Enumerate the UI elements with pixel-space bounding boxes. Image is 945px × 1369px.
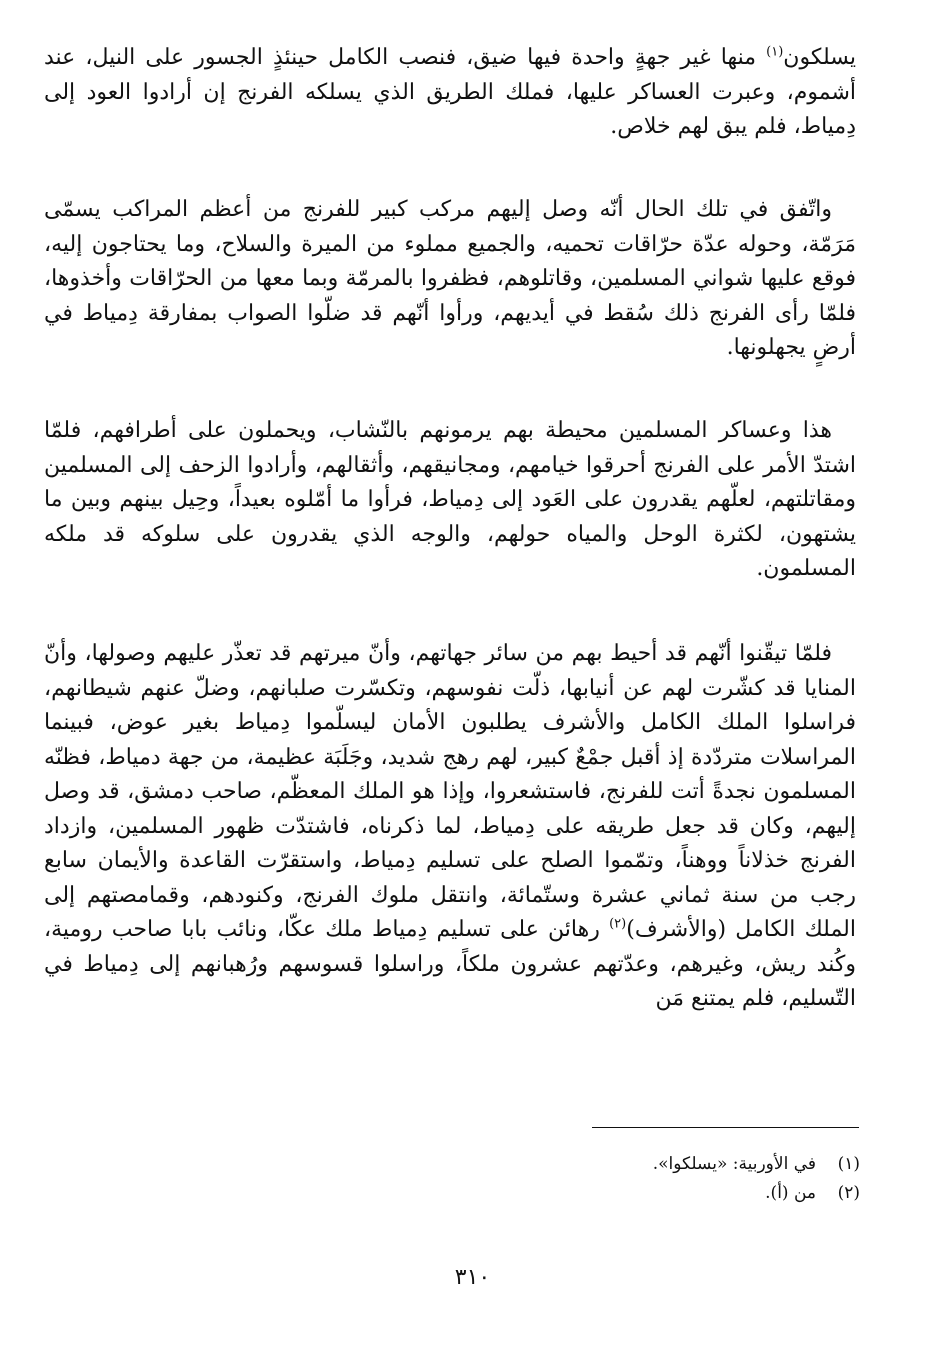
footnote-number: (٢) (837, 1183, 860, 1203)
paragraph-text: فلمّا تيقّنوا أنّهم قد أحيط بهم من سائر جهاتهم، وأنّ ميرتهم قد تعذّر عليهم وصولها، وأنّ المنايا قد كشّرت لهم عن أنيابها، ذلّت نفوسهم، وتكسّرت صلبانهم، وضلّ عنهم شيطانهم، فراسلوا الملك الكامل والأشرف يطلبون الأمان ليسلّموا دِمياط بغير عوض، فبينما المراسلات متردّدة إذ أقبل جمْعٌ كبير، لهم رهج شديد، وجَلَبَة عظيمة، من جهة دمياط، فظنّه المسلمون نجدةً أتت للفرنج، فاستشعروا، وإذا هو الملك المعظّم، صاحب دمشق، قد وصل إليهم، وكان قد جعل طريقه على دِمياط، لما ذكرناه، فاشتدّت ظهور المسلمين، وازداد الفرنج خذلاناً ووهناً، وتمّموا الصلح على تسليم دِمياط، واستقرّت القاعدة والأيمان سابع رجب من سنة ثماني عشرة وستّمائة، وانتقل ملوك الفرنج، وكنودهم، وقمامصتهم إلى الملك الكامل (والأشرف) (44, 641, 856, 942)
paragraph-text: منها غير جهةٍ واحدة فيها ضيق، فنصب الكامل حينئذٍ الجسور على النيل، عند أشموم، وعبرت العساكر عليها، فملك الطريق الذي يسلكه الفرنج إن أرادوا العود إلى دِمياط، فلم يبق لهم خلاص. (44, 45, 856, 139)
footnote-separator (592, 1127, 859, 1128)
paragraph-text: رهائن على تسليم دِمياط ملك عكّا، ونائب بابا صاحب رومية، وكُند ريش، وغيرهم، وعدّتهم عشرون ملكاً، وراسلوا قسوسهم ورُهبانهم إلى دِمياط في التّسليم، فلم يمتنع مَن (44, 917, 856, 1011)
paragraph (44, 414, 856, 587)
footnote-text: من (أ). (765, 1183, 816, 1203)
footnote-text: في الأوربية: «يسلكوا». (652, 1154, 816, 1174)
paragraph (44, 41, 856, 145)
page-number: ٣١٠ (454, 1265, 491, 1290)
paragraph-text-container (44, 637, 856, 1017)
footnote-reference: (١) (766, 44, 784, 60)
footnote (500, 1179, 860, 1208)
footnote-number: (١) (837, 1154, 860, 1174)
footnote (500, 1150, 860, 1179)
paragraph-text: واتّفق في تلك الحال أنّه وصل إليهم مركب كبير للفرنج من أعظم المراكب يسمّى مَرَمّة، وحوله عدّة حرّاقات تحميه، والجميع مملوء من الميرة والسلاح، وما يحتاجون إليه، فوقع عليها شواني المسلمين، وقاتلوهم، فظفروا بالمرمّة وبما معها من الحرّاقات وأخذوها، فلمّا رأى الفرنج ذلك سُقط في أيديهم، ورأوا أنّهم قد ضلّوا الصواب بمفارقة دِمياط في أرضٍ يجهلونها. (44, 197, 856, 360)
paragraph (44, 193, 856, 366)
paragraph-text: يسلكون (783, 45, 856, 70)
footnotes (500, 1150, 860, 1208)
paragraph-text: هذا وعساكر المسلمين محيطة بهم يرمونهم بالنّشاب، ويحملون على أطرافهم، فلمّا اشتدّ الأمر على الفرنج أحرقوا خيامهم، ومجانيقهم، وأثقالهم، وأرادوا الزحف إلى المسلمين ومقاتلتهم، لعلّهم يقدرون على العَود إلى دِمياط، فرأوا ما أمّلوه بعيداً، وحِيل بينهم وبين ما يشتهون، لكثرة الوحل والمياه حولهم، والوجه الذي يقدرون على سلوكه قد ملكه المسلمون. (44, 418, 856, 581)
paragraph (44, 637, 856, 1017)
footnote-reference: (٢) (609, 916, 627, 932)
